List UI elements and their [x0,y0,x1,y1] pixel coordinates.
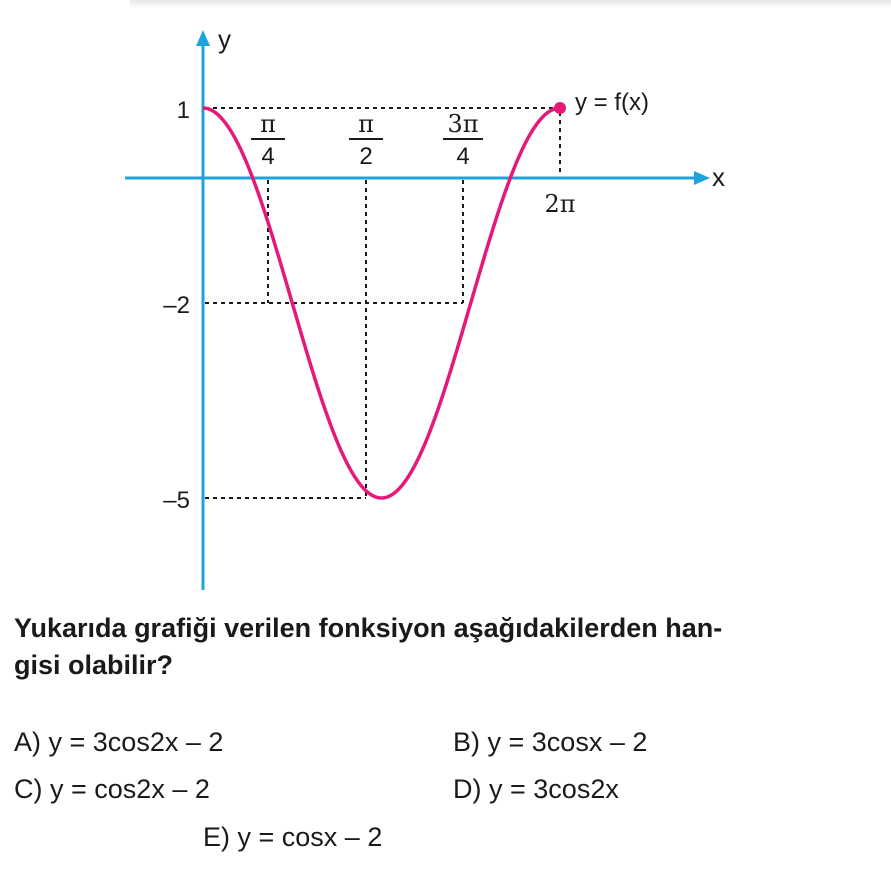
question-line-1: Yukarıda grafiği verilen fonksiyon aşağıdakilerden han- [14,613,723,643]
x-tick-3pi4-num: 3π [447,110,479,138]
y-axis-label: y [218,24,231,54]
guide-lines [205,108,560,498]
option-e-letter: E) [203,822,230,852]
option-b[interactable] [453,726,647,758]
option-d-text: y = 3cos2x [489,774,619,804]
question-text [14,610,874,684]
x-tick-pi4-num: π [260,110,276,138]
y-tick-neg5: –5 [163,487,190,514]
option-b-text: y = 3cosx – 2 [487,727,648,757]
option-a-text: y = 3cos2x – 2 [48,727,224,757]
x-tick-3pi4-den: 4 [456,143,470,170]
endpoint-dot [554,102,566,114]
y-axis-arrow [196,30,210,46]
option-a[interactable] [14,726,223,758]
option-e[interactable] [203,821,382,853]
curve-label: y = f(x) [575,89,650,116]
x-tick-pi4-den: 4 [261,143,275,170]
option-c[interactable] [14,773,210,805]
y-tick-neg2: –2 [163,292,190,319]
x-tick-pi2-den: 2 [359,143,373,170]
option-e-text: y = cosx – 2 [237,822,383,852]
option-c-text: y = cos2x – 2 [50,774,210,804]
option-d-letter: D) [453,774,482,804]
y-tick-1: 1 [176,97,190,124]
option-d[interactable] [453,773,619,805]
x-tick-pi2-num: π [358,110,374,138]
x-axis-arrow [694,171,710,185]
option-a-letter: A) [14,727,41,757]
option-b-letter: B) [453,727,480,757]
x-axis-label: x [712,162,725,192]
x-tick-2pi: 2π [544,190,576,218]
question-line-2: gisi olabilir? [14,650,174,680]
option-c-letter: C) [14,774,43,804]
